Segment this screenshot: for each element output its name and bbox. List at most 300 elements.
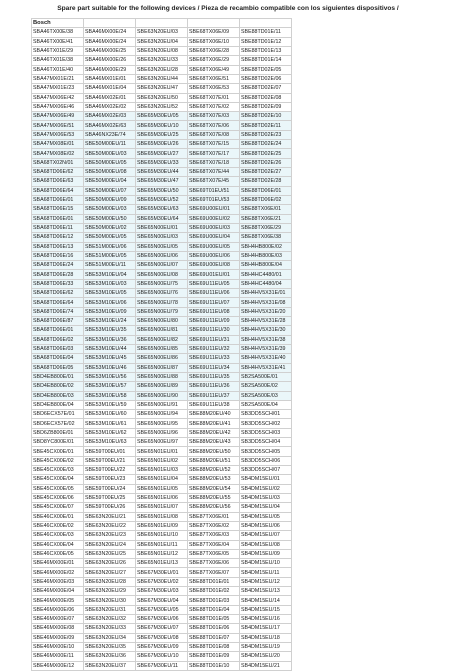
model-cell: SBE65N00EU/06 [136, 251, 188, 260]
table-row [32, 624, 292, 633]
model-cell: SBE46MX00E/03 [32, 577, 84, 586]
table-row [32, 503, 292, 512]
model-cell: SBE69T01EU/53 [188, 195, 240, 204]
model-cell: SBE67M30EU/05 [136, 605, 188, 614]
table-row [32, 596, 292, 605]
table-cell [188, 19, 240, 28]
model-cell: SBE88M20EU/42 [188, 428, 240, 437]
table-row [32, 466, 292, 475]
model-cell: SBE88TD02E/11 [240, 121, 292, 130]
model-cell: SB4DM15EU/12 [240, 577, 292, 586]
model-cell: SBE65M30EU/26 [136, 140, 188, 149]
model-cell: SBE46MX00E/12 [32, 661, 84, 670]
model-cell: SBE46MX00E/09 [32, 633, 84, 642]
table-row [32, 317, 292, 326]
model-cell: SBA68TD06E/02 [32, 335, 84, 344]
model-cell: SBE88TD01E/09 [188, 652, 240, 661]
model-cell: SBE65N01EU/02 [136, 456, 188, 465]
table-row [32, 549, 292, 558]
model-cell: SBE65M30EU/64 [136, 214, 188, 223]
model-cell: SBE45CX00E/01 [32, 447, 84, 456]
model-cell: SBE53M10EU/45 [84, 354, 136, 363]
model-cell: SBE88TD01E/08 [188, 642, 240, 651]
model-cell: SBE45CX00E/07 [32, 503, 84, 512]
table-row [32, 456, 292, 465]
model-cell: SBE68TX06E/53 [188, 84, 240, 93]
model-cell: SBE88TD02E/09 [240, 102, 292, 111]
table-row [32, 540, 292, 549]
model-cell: SBE88TD01E/01 [188, 577, 240, 586]
table-row [32, 354, 292, 363]
model-cell: SBA68TD06E/33 [32, 279, 84, 288]
model-cell: SB4DM15EU/06 [240, 521, 292, 530]
table-row [32, 382, 292, 391]
model-cell: SBA46MX01E/04 [84, 84, 136, 93]
model-cell: SBE88M20EU/53 [188, 475, 240, 484]
model-cell: SBE63N20EU/28 [84, 577, 136, 586]
model-cell: SBE69U00EU/01 [188, 205, 240, 214]
model-cell: SBD4EB800E/02 [32, 382, 84, 391]
model-cell: SBE50M00EU/03 [84, 205, 136, 214]
model-cell: SBE63N20EU/29 [84, 587, 136, 596]
table-row [32, 242, 292, 251]
model-cell: SBE65N00EU/86 [136, 354, 188, 363]
model-cell: SBE63N20EU/27 [84, 568, 136, 577]
model-cell: SBE68TX07E/02 [188, 102, 240, 111]
model-cell: SBE67M30EU/08 [136, 633, 188, 642]
model-cell: SBE53M10EU/44 [84, 344, 136, 353]
model-cell: SBE46MX00E/01 [32, 559, 84, 568]
model-cell: SB4DM15EU/21 [240, 661, 292, 670]
model-cell: SBE88TD01E/04 [188, 605, 240, 614]
table-row [32, 391, 292, 400]
table-row [32, 233, 292, 242]
table-row [32, 214, 292, 223]
table-row [32, 28, 292, 37]
model-cell: SBA47MX06E/42 [32, 93, 84, 102]
table-row [32, 19, 292, 28]
model-cell: SBE65N00EU/85 [136, 344, 188, 353]
model-cell: SB4DM15EU/04 [240, 503, 292, 512]
model-cell: SBA46NX23E/74 [84, 130, 136, 139]
model-cell: SBE68TX07E/08 [188, 130, 240, 139]
model-cell: SBE88TD02E/06 [240, 74, 292, 83]
model-cell: SBE63N20EU/28 [136, 65, 188, 74]
table-row [32, 447, 292, 456]
model-cell: SB2SA500E/04 [240, 400, 292, 409]
model-cell: SBE88TD06E/01 [240, 186, 292, 195]
table-row [32, 615, 292, 624]
table-row [32, 261, 292, 270]
model-cell: SBE50M00EU/08 [84, 168, 136, 177]
model-cell: SBD6ECX57E/02 [32, 419, 84, 428]
model-cell: SBE67M30EU/01 [136, 568, 188, 577]
model-cell: SBA68TD06E/05 [32, 363, 84, 372]
model-cell: SBA68TD06E/63 [32, 177, 84, 186]
model-cell: SBE88M20EU/41 [188, 419, 240, 428]
model-cell: SBE50M00EU/05 [84, 158, 136, 167]
table-row [32, 270, 292, 279]
model-cell: SBE65N01EU/10 [136, 531, 188, 540]
model-cell: SBA68TD06E/15 [32, 205, 84, 214]
model-cell: SBE53M10EU/04 [84, 270, 136, 279]
model-cell: SBE87TX06E/07 [188, 568, 240, 577]
model-cell: SB3DD5SCH/06 [240, 456, 292, 465]
model-cell: SBE65N01EU/05 [136, 484, 188, 493]
table-row [32, 438, 292, 447]
table-row [32, 428, 292, 437]
model-cell: SBE45CX00E/04 [32, 475, 84, 484]
table-row [32, 46, 292, 55]
model-cell: SBE63N20EU/35 [84, 642, 136, 651]
model-cell: SBE65N00EU/75 [136, 279, 188, 288]
model-cell: SBE69U11EU/30 [188, 326, 240, 335]
model-cell: SBE88TD02E/25 [240, 149, 292, 158]
table-row [32, 93, 292, 102]
model-cell: SBE69T01EU/51 [188, 186, 240, 195]
model-cell: SBA68TD06E/74 [32, 307, 84, 316]
model-cell: SBE69U11EU/38 [188, 400, 240, 409]
table-row [32, 65, 292, 74]
model-cell: SBA46TX01E/29 [32, 46, 84, 55]
model-cell: SBE65N01EU/03 [136, 466, 188, 475]
model-cell: SBE68TX07E/18 [188, 158, 240, 167]
table-row [32, 400, 292, 409]
model-cell: SBA46TX00E/38 [32, 28, 84, 37]
model-cell: SBE45CX00E/03 [32, 466, 84, 475]
model-cell: SBE65M30EU/27 [136, 149, 188, 158]
model-cell: SBE63N20EU/50 [136, 93, 188, 102]
model-cell: SBA68TD06E/01 [32, 326, 84, 335]
table-row [32, 568, 292, 577]
model-cell: SBE53M10EU/59 [84, 400, 136, 409]
model-cell: SBE53M10EU/05 [84, 289, 136, 298]
table-row [32, 642, 292, 651]
model-cell: SBE45CX00E/02 [32, 456, 84, 465]
model-cell: SBE65N00EU/80 [136, 317, 188, 326]
model-cell: SBE88TD01E/11 [240, 28, 292, 37]
table-row [32, 102, 292, 111]
model-cell: SBA47MX01E/21 [32, 74, 84, 83]
model-cell: SBE65N01EU/09 [136, 521, 188, 530]
model-cell: SBE46MX00E/05 [32, 596, 84, 605]
model-cell: SBE88M20EU/52 [188, 466, 240, 475]
table-row [32, 251, 292, 260]
model-cell: SBE69U00EU/02 [188, 214, 240, 223]
model-cell: SBE63N20EU/23 [84, 531, 136, 540]
model-cell: SBE46CX00E/03 [32, 531, 84, 540]
model-cell: SBE67M30EU/07 [136, 624, 188, 633]
model-cell: SBE65M30EU/33 [136, 158, 188, 167]
table-row [32, 279, 292, 288]
model-cell: SBE59T00EU/26 [84, 503, 136, 512]
table-row [32, 559, 292, 568]
model-cell: SBE68TX07E/01 [188, 93, 240, 102]
model-cell: SB4DM15EU/05 [240, 512, 292, 521]
table-cell [240, 19, 292, 28]
model-cell: SBA68TD06E/13 [32, 242, 84, 251]
model-cell: SBE50M00EU/07 [84, 186, 136, 195]
model-cell: SBE46CX00E/01 [32, 512, 84, 521]
model-cell: SBH4HV5X31E/01 [240, 289, 292, 298]
model-cell: SB4DM15EU/15 [240, 605, 292, 614]
model-cell: SBE69U11EU/31 [188, 335, 240, 344]
model-cell: SBH4HC4480/01 [240, 270, 292, 279]
model-cell: SB3DD5SCH/03 [240, 428, 292, 437]
model-cell: SBE46MX00E/02 [32, 568, 84, 577]
model-cell: SBA68TD06E/01 [32, 214, 84, 223]
model-cell: SBA46TX01E/40 [32, 65, 84, 74]
model-cell: SBA46MX01E/01 [84, 74, 136, 83]
model-cell: SBE69U11EU/36 [188, 382, 240, 391]
model-cell: SBA68TD06E/64 [32, 298, 84, 307]
model-cell: SBE88TD02E/23 [240, 130, 292, 139]
model-cell: SBE51M00EU/11 [84, 261, 136, 270]
model-cell: SBE88TX06E/01 [240, 205, 292, 214]
model-cell: SBE50M00EU/09 [84, 195, 136, 204]
model-cell: SBH4HV5X31E/40 [240, 354, 292, 363]
model-cell: SBE65M30EU/25 [136, 130, 188, 139]
model-cell: SBA46MX00E/24 [84, 37, 136, 46]
model-cell: SBH4HC4480/04 [240, 279, 292, 288]
model-cell: SBE68TX07E/17 [188, 149, 240, 158]
model-cell: SBE87TX06E/01 [188, 512, 240, 521]
model-cell: SBE53M10EU/35 [84, 326, 136, 335]
model-cell: SBE67M30EU/06 [136, 615, 188, 624]
model-cell: SB4DM15EU/09 [240, 549, 292, 558]
model-cell: SBA68TD06E/62 [32, 289, 84, 298]
model-cell: SBE67M30EU/03 [136, 587, 188, 596]
model-cell: SBE46MX00E/07 [32, 615, 84, 624]
model-cell: SBE53M10EU/58 [84, 391, 136, 400]
model-cell: SBE53M10EU/46 [84, 363, 136, 372]
model-cell: SB3DD5SCH/04 [240, 438, 292, 447]
model-cell: SBE68TX06E/10 [188, 37, 240, 46]
model-cell: SBE88TD02E/24 [240, 140, 292, 149]
model-cell: SBE69U11EU/07 [188, 298, 240, 307]
model-cell: SBE65N00EU/01 [136, 223, 188, 232]
model-cell: SBE65N00EU/96 [136, 428, 188, 437]
model-cell: SBE69U11EU/35 [188, 372, 240, 381]
model-cell: SBE88TD06E/02 [240, 195, 292, 204]
model-cell: SBH4HV5X31E/41 [240, 363, 292, 372]
model-cell: SBA46TX01E/38 [32, 56, 84, 65]
model-cell: SBE65N00EU/88 [136, 372, 188, 381]
model-cell: SBA46MX02E/01 [84, 93, 136, 102]
model-cell: SBE46MX00E/06 [32, 605, 84, 614]
model-cell: SBE50M00EU/04 [84, 177, 136, 186]
model-cell: SBE65N00EU/79 [136, 307, 188, 316]
model-cell: SBE65M30EU/47 [136, 177, 188, 186]
model-cell: SB2SA500E/03 [240, 391, 292, 400]
model-cell: SBE88M20EU/55 [188, 493, 240, 502]
model-cell: SBE88TD02E/05 [240, 65, 292, 74]
model-cell: SB4DM15EU/10 [240, 559, 292, 568]
model-cell: SBE68TX06E/51 [188, 74, 240, 83]
model-cell: SBH4HV5X31E/30 [240, 326, 292, 335]
model-cell: SBE63N20EU/34 [84, 633, 136, 642]
model-cell: SBE63N20EU/47 [136, 84, 188, 93]
model-cell: SBA68TD06E/62 [32, 168, 84, 177]
model-cell: SBE53M10EU/09 [84, 307, 136, 316]
model-cell: SBD4EB800E/04 [32, 400, 84, 409]
model-cell: SB4DM15EU/16 [240, 615, 292, 624]
model-cell: SBE88TD02E/10 [240, 112, 292, 121]
model-cell: SBE65N00EU/08 [136, 270, 188, 279]
model-cell: SBE65N01EU/12 [136, 549, 188, 558]
model-cell: SBE67M30EU/10 [136, 652, 188, 661]
model-cell: SBE63N20EU/31 [84, 605, 136, 614]
table-row [32, 521, 292, 530]
model-cell: SBA68TD06E/16 [32, 251, 84, 260]
model-cell: SBE88M20EU/51 [188, 456, 240, 465]
table-row [32, 410, 292, 419]
table-row [32, 177, 292, 186]
model-cell: SBE68TX07E/44 [188, 168, 240, 177]
model-cell: SBE69U11EU/33 [188, 354, 240, 363]
model-cell: SBE68TX07E/45 [188, 177, 240, 186]
model-cell: SBA68TD06E/11 [32, 223, 84, 232]
table-row [32, 140, 292, 149]
model-cell: SBE65N00EU/95 [136, 419, 188, 428]
model-cell: SBE68TX06E/29 [188, 56, 240, 65]
model-cell: SBA68TD06E/03 [32, 344, 84, 353]
model-cell: SBD8YC800E/01 [32, 438, 84, 447]
table-row [32, 344, 292, 353]
model-cell: SBE69U11EU/06 [188, 289, 240, 298]
model-cell: SBH4HB800E/04 [240, 261, 292, 270]
model-cell: SBA68TD06E/64 [32, 186, 84, 195]
model-cell: SBE88M20EU/43 [188, 438, 240, 447]
model-cell: SBA68TD06E/24 [32, 261, 84, 270]
model-cell: SBE63N20EU/52 [136, 102, 188, 111]
model-cell: SBH4HV5X31E/39 [240, 344, 292, 353]
model-cell: SBE53M10EU/36 [84, 335, 136, 344]
table-row [32, 419, 292, 428]
table-row [32, 493, 292, 502]
model-cell: SBE65M30EU/05 [136, 112, 188, 121]
model-cell: SBE63N20EU/08 [136, 46, 188, 55]
table-row [32, 186, 292, 195]
model-cell: SBE45CX00E/06 [32, 493, 84, 502]
table-row [32, 363, 292, 372]
model-cell: SBE59T00EU/22 [84, 466, 136, 475]
model-cell: SBE59T00EU/01 [84, 447, 136, 456]
model-cell: SBE69U00EU/08 [188, 261, 240, 270]
table-row [32, 335, 292, 344]
model-cell: SBE65N00EU/82 [136, 335, 188, 344]
model-cell: SBH4HV5X31E/28 [240, 317, 292, 326]
model-cell: SBE87TX06E/06 [188, 559, 240, 568]
model-cell: SBE88M20EU/50 [188, 447, 240, 456]
model-cell: SBE63N20EU/32 [84, 615, 136, 624]
table-row [32, 307, 292, 316]
model-cell: SBE65N00EU/91 [136, 400, 188, 409]
model-cell: SBE69U11EU/37 [188, 391, 240, 400]
model-cell: SBE65M30EU/52 [136, 195, 188, 204]
model-cell: SBD4EB800E/01 [32, 372, 84, 381]
model-cell: SB4DM15EU/20 [240, 652, 292, 661]
model-cell: SBE46MX00E/08 [32, 624, 84, 633]
table-row [32, 326, 292, 335]
model-cell: SBE46MX00E/11 [32, 652, 84, 661]
table-row [32, 223, 292, 232]
model-cell: SBE68TX06E/49 [188, 65, 240, 74]
model-cell: SBE59T00EU/25 [84, 493, 136, 502]
model-cell: SBE53M10EU/63 [84, 438, 136, 447]
model-cell: SBE65M30EU/44 [136, 168, 188, 177]
model-cell: SBE59T00EU/23 [84, 475, 136, 484]
model-cell: SBE88TD01E/07 [188, 633, 240, 642]
model-cell: SBE65M30EU/10 [136, 121, 188, 130]
model-cell: SBE63N20EU/44 [136, 74, 188, 83]
model-cell: SBH4HB800E/03 [240, 251, 292, 260]
table-row [32, 484, 292, 493]
model-cell: SBE88TD02E/07 [240, 84, 292, 93]
model-cell: SBE88TD01E/03 [188, 596, 240, 605]
table-row [32, 289, 292, 298]
model-cell: SBA47MX08E/01 [32, 140, 84, 149]
model-cell: SBA47MX06E/46 [32, 102, 84, 111]
model-cell: SBE69U11EU/05 [188, 279, 240, 288]
model-cell: SBE51M00EU/05 [84, 251, 136, 260]
model-cell: SB4DM15EU/01 [240, 475, 292, 484]
brand-cell: Bosch [32, 19, 84, 28]
model-cell: SBE65N00EU/78 [136, 298, 188, 307]
model-cell: SBD6ECX57E/01 [32, 410, 84, 419]
model-cell: SBA46MX02E/63 [84, 121, 136, 130]
table-row [32, 121, 292, 130]
model-cell: SBA68TD06E/87 [32, 317, 84, 326]
table-row [32, 475, 292, 484]
model-cell: SBE53M10EU/06 [84, 298, 136, 307]
model-cell: SBA68TD06E/01 [32, 195, 84, 204]
model-cell: SBE46MX00E/10 [32, 642, 84, 651]
model-cell: SBE69U01EU/01 [188, 270, 240, 279]
model-cell: SBE63N20EU/24 [84, 540, 136, 549]
model-cell: SBE46CX00E/02 [32, 521, 84, 530]
model-cell: SBE68TX07E/03 [188, 112, 240, 121]
model-cell: SBE46MX00E/04 [32, 587, 84, 596]
compatible-models-body [32, 19, 292, 671]
model-cell: SBE88TD02E/28 [240, 177, 292, 186]
model-cell: SBE65N00EU/81 [136, 326, 188, 335]
model-cell: SBE53M10EU/24 [84, 317, 136, 326]
table-row [32, 56, 292, 65]
table-row [32, 130, 292, 139]
model-cell: SBE69U11EU/32 [188, 344, 240, 353]
model-cell: SBA46MX02E/02 [84, 102, 136, 111]
table-row [32, 587, 292, 596]
model-cell: SBE51M00EU/06 [84, 242, 136, 251]
model-cell: SBE88TD01E/05 [188, 615, 240, 624]
model-cell: SB4DM15EU/08 [240, 540, 292, 549]
model-cell: SBE46CX00E/05 [32, 549, 84, 558]
page-title: Spare part suitable for the following devices / Pieza de recambio compatible con los siguientes dispositivos / [57, 5, 399, 12]
model-cell: SBE50M00EU/02 [84, 223, 136, 232]
model-cell: SBA46MX00E/29 [84, 65, 136, 74]
model-cell: SB3DD5SCH/01 [240, 410, 292, 419]
model-cell: SBE69U11EU/34 [188, 363, 240, 372]
model-cell: SBE69U00EU/03 [188, 223, 240, 232]
table-row [32, 531, 292, 540]
model-cell: SBE63N20EU/33 [136, 56, 188, 65]
model-cell: SB3DD5SCH/07 [240, 466, 292, 475]
model-cell: SB4DM15EU/03 [240, 493, 292, 502]
table-row [32, 112, 292, 121]
model-cell: SBA46MX00E/25 [84, 46, 136, 55]
model-cell: SBE63N20EU/04 [136, 37, 188, 46]
